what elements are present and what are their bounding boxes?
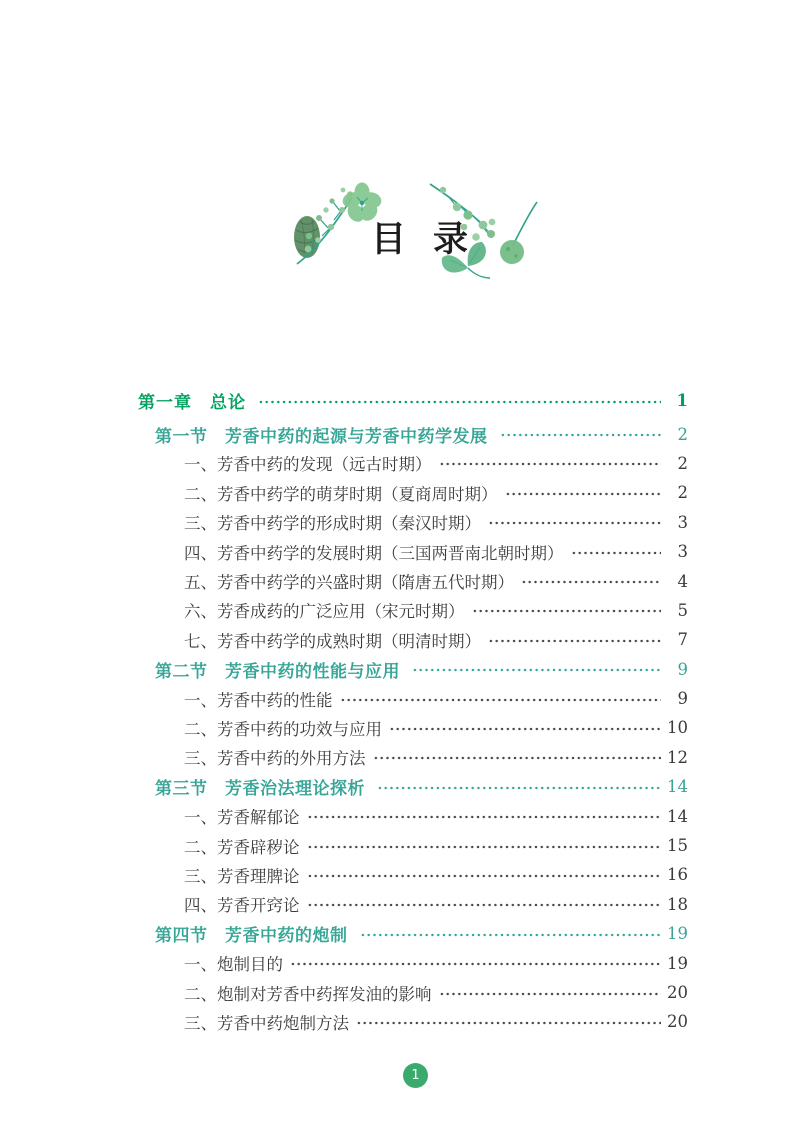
dotted-leader (377, 786, 661, 790)
toc-entry (138, 449, 688, 478)
dotted-leader (290, 962, 661, 966)
dotted-leader (373, 756, 662, 760)
toc-entry (138, 537, 688, 566)
toc-entry-page: 9 (677, 689, 688, 709)
toc-entry-page: 20 (667, 983, 688, 1002)
dotted-leader (340, 698, 662, 702)
toc-entry-page: 15 (667, 836, 688, 856)
dotted-leader (488, 639, 661, 643)
toc-entry-label: 一、炮制目的 (184, 955, 283, 975)
toc-entry (138, 478, 688, 507)
toc-entry-label: 四、芳香中药学的发展时期（三国两晋南北朝时期） (184, 543, 564, 563)
toc-entry (138, 596, 688, 625)
toc-entry-label: 一、芳香解郁论 (184, 808, 300, 828)
toc-entry-label: 第一节 芳香中药的起源与芳香中药学发展 (155, 426, 488, 447)
dotted-leader (307, 874, 662, 878)
toc-entry-page: 3 (677, 542, 688, 562)
dotted-leader (412, 668, 661, 672)
toc-entry-label: 二、芳香中药学的萌芽时期（夏商周时期） (184, 484, 498, 504)
toc-entry-page: 19 (667, 924, 688, 944)
toc-entry-page: 10 (667, 718, 688, 738)
dotted-leader (488, 521, 661, 525)
toc-entry (138, 743, 688, 772)
dotted-leader (505, 492, 662, 496)
toc-entry (138, 419, 688, 448)
toc-entry-label: 一、芳香中药的发现（远古时期） (184, 455, 432, 475)
toc-entry-page: 14 (667, 777, 688, 797)
dotted-leader (389, 727, 661, 731)
toc-entry-page: 1 (676, 391, 688, 411)
toc-entry-label: 第一章 总论 (138, 393, 246, 414)
page-title: 目录 (371, 220, 496, 260)
toc-entry-label: 五、芳香中药学的兴盛时期（隋唐五代时期） (184, 573, 514, 593)
toc-entry-label: 二、炮制对芳香中药挥发油的影响 (184, 984, 432, 1004)
toc-entry-page: 4 (677, 571, 688, 591)
toc-entry-page: 5 (677, 600, 688, 620)
toc-entry-page: 19 (667, 953, 688, 973)
toc-entry (138, 386, 688, 415)
toc-entry-label: 三、芳香中药学的形成时期（秦汉时期） (184, 514, 481, 534)
dotted-leader (439, 992, 662, 996)
toc-entry-page: 2 (677, 453, 688, 473)
toc-entry-label: 第四节 芳香中药的炮制 (155, 926, 348, 947)
round-leaf-icon (500, 202, 537, 264)
toc-entry (138, 655, 688, 684)
toc-entry-page: 12 (667, 747, 688, 767)
toc-entry-page: 2 (677, 483, 688, 503)
toc-entry-page: 20 (667, 1012, 688, 1032)
dotted-leader (307, 845, 662, 849)
dotted-leader (360, 933, 662, 937)
toc-entry (138, 919, 688, 948)
toc-entry (138, 831, 688, 860)
toc-entry-page: 2 (677, 424, 688, 444)
toc-list (138, 386, 688, 1037)
toc-entry-label: 三、芳香中药炮制方法 (184, 1013, 349, 1033)
toc-entry-page: 3 (677, 512, 688, 532)
toc-entry (138, 625, 688, 654)
page-number-badge (403, 1063, 428, 1088)
toc-entry (138, 948, 688, 977)
toc-entry-label: 四、芳香开窍论 (184, 896, 300, 916)
toc-entry-label: 一、芳香中药的性能 (184, 690, 333, 710)
toc-entry-label: 三、芳香理脾论 (184, 866, 300, 886)
toc-entry (138, 713, 688, 742)
toc-entry-label: 七、芳香中药学的成熟时期（明清时期） (184, 631, 481, 651)
toc-entry (138, 684, 688, 713)
dotted-leader (356, 1021, 661, 1025)
toc-entry (138, 772, 688, 801)
toc-entry (138, 860, 688, 889)
toc-entry-label: 六、芳香成药的广泛应用（宋元时期） (184, 602, 465, 622)
toc-entry-page: 14 (667, 806, 688, 826)
page-number: 1 (411, 1068, 420, 1083)
toc-entry (138, 508, 688, 537)
toc-entry (138, 978, 688, 1007)
toc-entry-label: 二、芳香中药的功效与应用 (184, 719, 382, 739)
dotted-leader (521, 580, 661, 584)
toc-entry (138, 801, 688, 830)
dotted-leader (439, 462, 662, 466)
dotted-leader (500, 433, 662, 437)
toc-entry (138, 566, 688, 595)
toc-entry (138, 890, 688, 919)
dotted-leader (307, 815, 662, 819)
toc-entry-page: 18 (667, 894, 688, 914)
dotted-leader (571, 551, 662, 555)
toc-entry-label: 第三节 芳香治法理论探析 (155, 779, 365, 800)
toc-entry-label: 二、芳香辟秽论 (184, 837, 300, 857)
dotted-leader (472, 609, 662, 613)
dotted-leader (258, 400, 661, 404)
toc-entry (138, 1007, 688, 1036)
toc-entry-label: 第二节 芳香中药的性能与应用 (155, 661, 400, 682)
dotted-leader (307, 903, 662, 907)
toc-entry-label: 三、芳香中药的外用方法 (184, 749, 366, 769)
toc-entry-page: 7 (677, 630, 688, 650)
toc-entry-page: 9 (677, 659, 688, 679)
toc-entry-page: 16 (667, 865, 688, 885)
